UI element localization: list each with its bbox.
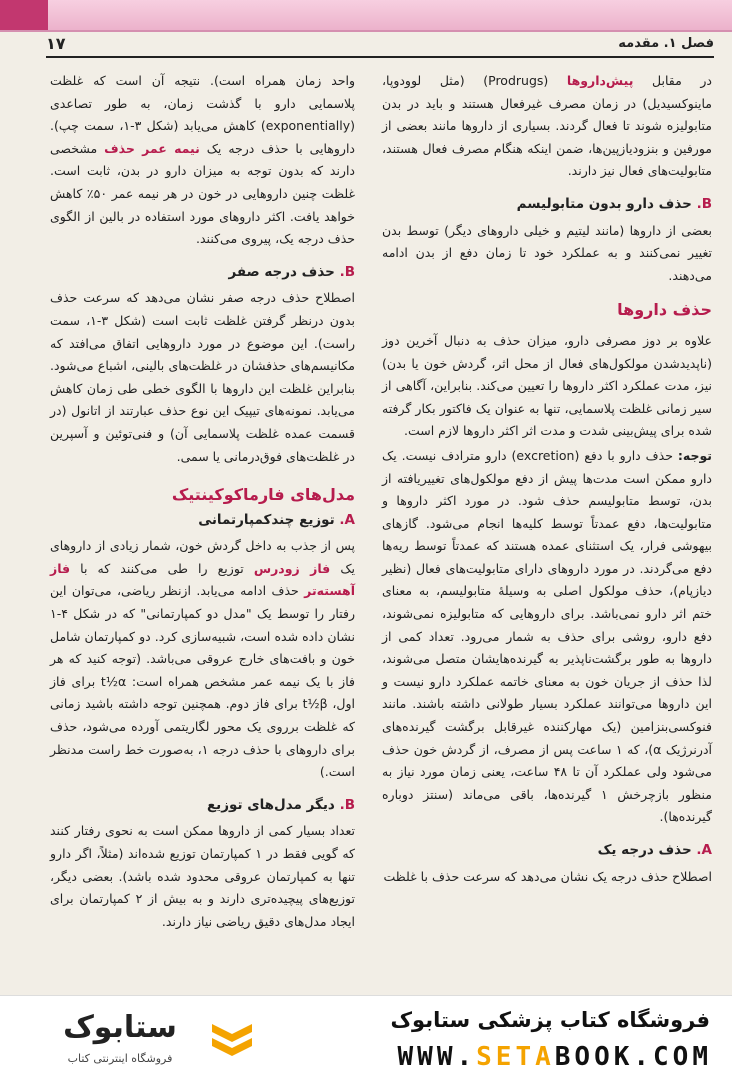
heading-first-order-elimination — [382, 839, 712, 862]
paragraph: اصطلاح حذف درجه صفر نشان می‌دهد که سرعت حذف بدون درنظر گرفتن غلظت ثابت است (شکل ۳-۱، سمت راست). این موضوع در مورد داروهایی اتفاق می‌افتد که مکانیسم‌های حذفشان در غلظت‌های بالینی، اشباع می‌شود. بنابراین غلظت این داروها با الگوی خطی طی زمان کاهش می‌یابد. نمونه‌های تیپیک این نوع حذف عبارتند از اتانول (در قسمت عمده غلظت پلاسمایی آن) و فنی‌توئین و آسپرین در غلظت‌های فوق‌درمانی یا سمی. — [50, 290, 355, 464]
term-early-phase: فاز زودرس — [253, 560, 331, 576]
term-slower-phase: فاز آهسته‌تر — [50, 560, 355, 599]
heading-text: حذف درجه صفر — [228, 263, 340, 280]
url-part-highlight: SETA — [476, 1042, 555, 1072]
heading-letter: B. — [339, 263, 355, 280]
note-label: توجه: — [677, 447, 712, 463]
text-run: توزیع را طی می‌کنند که با — [70, 560, 254, 576]
paragraph — [50, 70, 355, 251]
chapter-title: فصل ۱. مقدمه — [618, 36, 714, 51]
heading-elimination-without-metabolism — [382, 193, 712, 216]
text-run: مشخصی دارند که بدون توجه به میزان دارو در بدن، ثابت است. غلظت چنین داروهایی در خون در هر نیمه عمر ۵۰٪ کاهش خواهد یافت. اکثر داروهای مورد استفاده در بالین از الگوی حذف درجه یک، پیروی می‌کنند. — [50, 140, 355, 247]
heading-text: توزیع چندکمپارتمانی — [198, 511, 340, 528]
section-title-drug-elimination: حذف داروها — [617, 300, 712, 320]
section-title-pk-models: مدل‌های فارماکوکینتیک — [171, 485, 355, 505]
heading-multicompartment — [50, 509, 355, 532]
text-run: (Prodrugs) (مثل لوودوپا، ماینوکسیدیل) در زمان مصرف غیرفعال هستند و باید در بدن متابولیزه شوند تا فعال گردند. بسیاری از داروها مانند بعضی از مورفین و بنزودیازپین‌ها، ضمن اینکه هنگام مصرف فعال هستند، متابولیت‌های فعال نیز دارند. — [382, 73, 712, 179]
left-column — [50, 70, 355, 935]
heading-letter: A. — [339, 511, 355, 528]
paragraph: اصطلاح حذف درجه یک نشان می‌دهد که سرعت حذف با غلظت — [383, 868, 712, 884]
text-run: حذف ادامه می‌یابد. ازنظر ریاضی، می‌توان این رفتار را توسط یک "مدل دو کمپارتمانی" که در شکل ۴-۱ نشان داده شده است، شبیه‌سازی کرد. دو کمپارتمان شامل خون و بافت‌های خارج عروقی می‌باشد. (توجه کنید که هر فاز با یک نیمه عمر مشخص همراه است: t½α برای فاز اول، t½β برای فاز دوم. همچنین توجه داشته باشید زمانی که غلظت برروی یک محور لگاریتمی آورده می‌شود، حذف برای داروهای با حذف درجه ۱، به‌صورت خط راست مدنظر است.) — [50, 583, 355, 780]
heading-letter: B. — [339, 796, 355, 813]
url-part: WWW. — [397, 1042, 477, 1072]
page-header — [46, 34, 714, 58]
text-run: حذف دارو با دفع (excretion) دارو مترادف نیست. یک دارو ممکن است مدت‌ها پیش از دفع مولکول‌های تغییریافته از بدن، توسط متابولیسم حذف شود. در مورد اکثر داروها و متابولیت‌ها، دفع عمدتاً توسط کلیه‌ها انجام می‌شود. گازهای بیهوشی فرار، یک استثنای عمده هستند که عمدتاً توسط ریه‌ها دفع می‌گردند. در مورد داروهای دارای متابولیت‌های فعال (نظیر دیازپام)، حذف مولکول اصلی به وسیلهٔ متابولیسم، به معنای ختم اثر دارو نمی‌باشد. برای داروهایی که متابولیزه نمی‌شوند، دفع دارو، روشی برای حذف به شمار می‌رود. تعداد کمی از داروها به طور برگشت‌ناپذیر به گیرنده‌هایشان متصل می‌شوند، لذا حذف از جریان خون به معنای خاتمه عملکرد دارو نیست و این داروها می‌توانند عملکرد بسیار طولانی داشته باشند. مانند فنوکسی‌بنزامین (یک مهارکننده غیرقابل برگشت گیرنده‌های آدرنرژیک α)، که ۱ ساعت پس از مصرف، از گردش خون حذف می‌شود ولی عملکرد آن تا ۴۸ ساعت، یعنی زمان مورد نیاز به منظور بازچرخش ۱ گیرنده‌ها، باقی می‌ماند (سنتز دوباره گیرنده‌ها). — [382, 447, 713, 825]
heading-other-models — [50, 794, 355, 817]
paragraph: تعداد بسیار کمی از داروها ممکن است به نحوی رفتار کنند که گویی فقط در ۱ کمپارتمان توزیع شده‌اند (مثلاً، اگر دارو تنها به کمپارتمان عروقی محدود شده باشد). بعضی دیگر، توزیع‌های پیچیده‌تری دارند و به بیش از ۲ کمپارتمان برای ایجاد مدل‌های دقیق ریاضی نیاز دارند. — [50, 823, 355, 929]
book-stack-logo-icon — [210, 1018, 254, 1062]
store-url[interactable] — [398, 1042, 712, 1072]
text-run: واحد زمان همراه است). نتیجه آن است که غلظت پلاسمایی دارو با گذشت زمان، به طور تصاعدی (exponentially) کاهش می‌یابد (شکل ۳-۱، سمت چپ). داروهایی با حذف درجه یک — [50, 73, 355, 156]
right-column — [382, 70, 712, 890]
heading-letter: B. — [696, 195, 712, 212]
heading-letter: A. — [696, 842, 712, 858]
heading-text: حذف دارو بدون متابولیسم — [516, 195, 697, 212]
store-logo-text: ستابوک — [63, 1010, 177, 1045]
store-name: فروشگاه کتاب پزشکی ستابوک — [390, 1008, 710, 1032]
term-prodrugs: پیش‌داروها — [566, 73, 634, 88]
heading-text: حذف درجه یک — [597, 842, 697, 858]
store-footer-banner — [0, 995, 732, 1080]
term-half-life: نیمه عمر حذف — [104, 140, 200, 156]
page-top-band-accent — [0, 0, 48, 30]
paragraph: علاوه بر دوز مصرفی دارو، میزان حذف به دنبال آخرین دوز (ناپدیدشدن مولکول‌های فعال از محل اثر، گردش خون یا بدن) نیز، مدت عملکرد اکثر داروها را تعیین می‌کند. بنابراین، آگاهی از سیر زمانی غلظت پلاسمایی، تنها به عنوان یک فاکتور بکار گرفته شده برای پیش‌بینی شدت و مدت اثر اکثر داروها لازم است. — [382, 332, 712, 439]
heading-zero-order-elimination — [50, 261, 355, 284]
note-paragraph — [382, 445, 712, 829]
paragraph: بعضی از داروها (مانند لیتیم و خیلی داروهای دیگر) توسط بدن تغییر نمی‌کنند و به عملکرد خود تا زمان دفع از بدن ادامه می‌دهند. — [382, 222, 712, 283]
paragraph — [50, 535, 355, 784]
text-run: در مقابل — [633, 73, 712, 88]
store-logo-subtitle: فروشگاه اینترنتی کتاب — [67, 1052, 173, 1065]
text-run: پس از جذب به داخل گردش خون، شمار زیادی از داروهای یک — [50, 538, 355, 576]
url-part: BOOK.COM — [554, 1042, 712, 1072]
page-top-band — [0, 0, 732, 32]
prodrugs-paragraph — [382, 70, 712, 183]
heading-text: دیگر مدل‌های توزیع — [206, 796, 340, 813]
page-number: ۱۷ — [46, 34, 66, 53]
